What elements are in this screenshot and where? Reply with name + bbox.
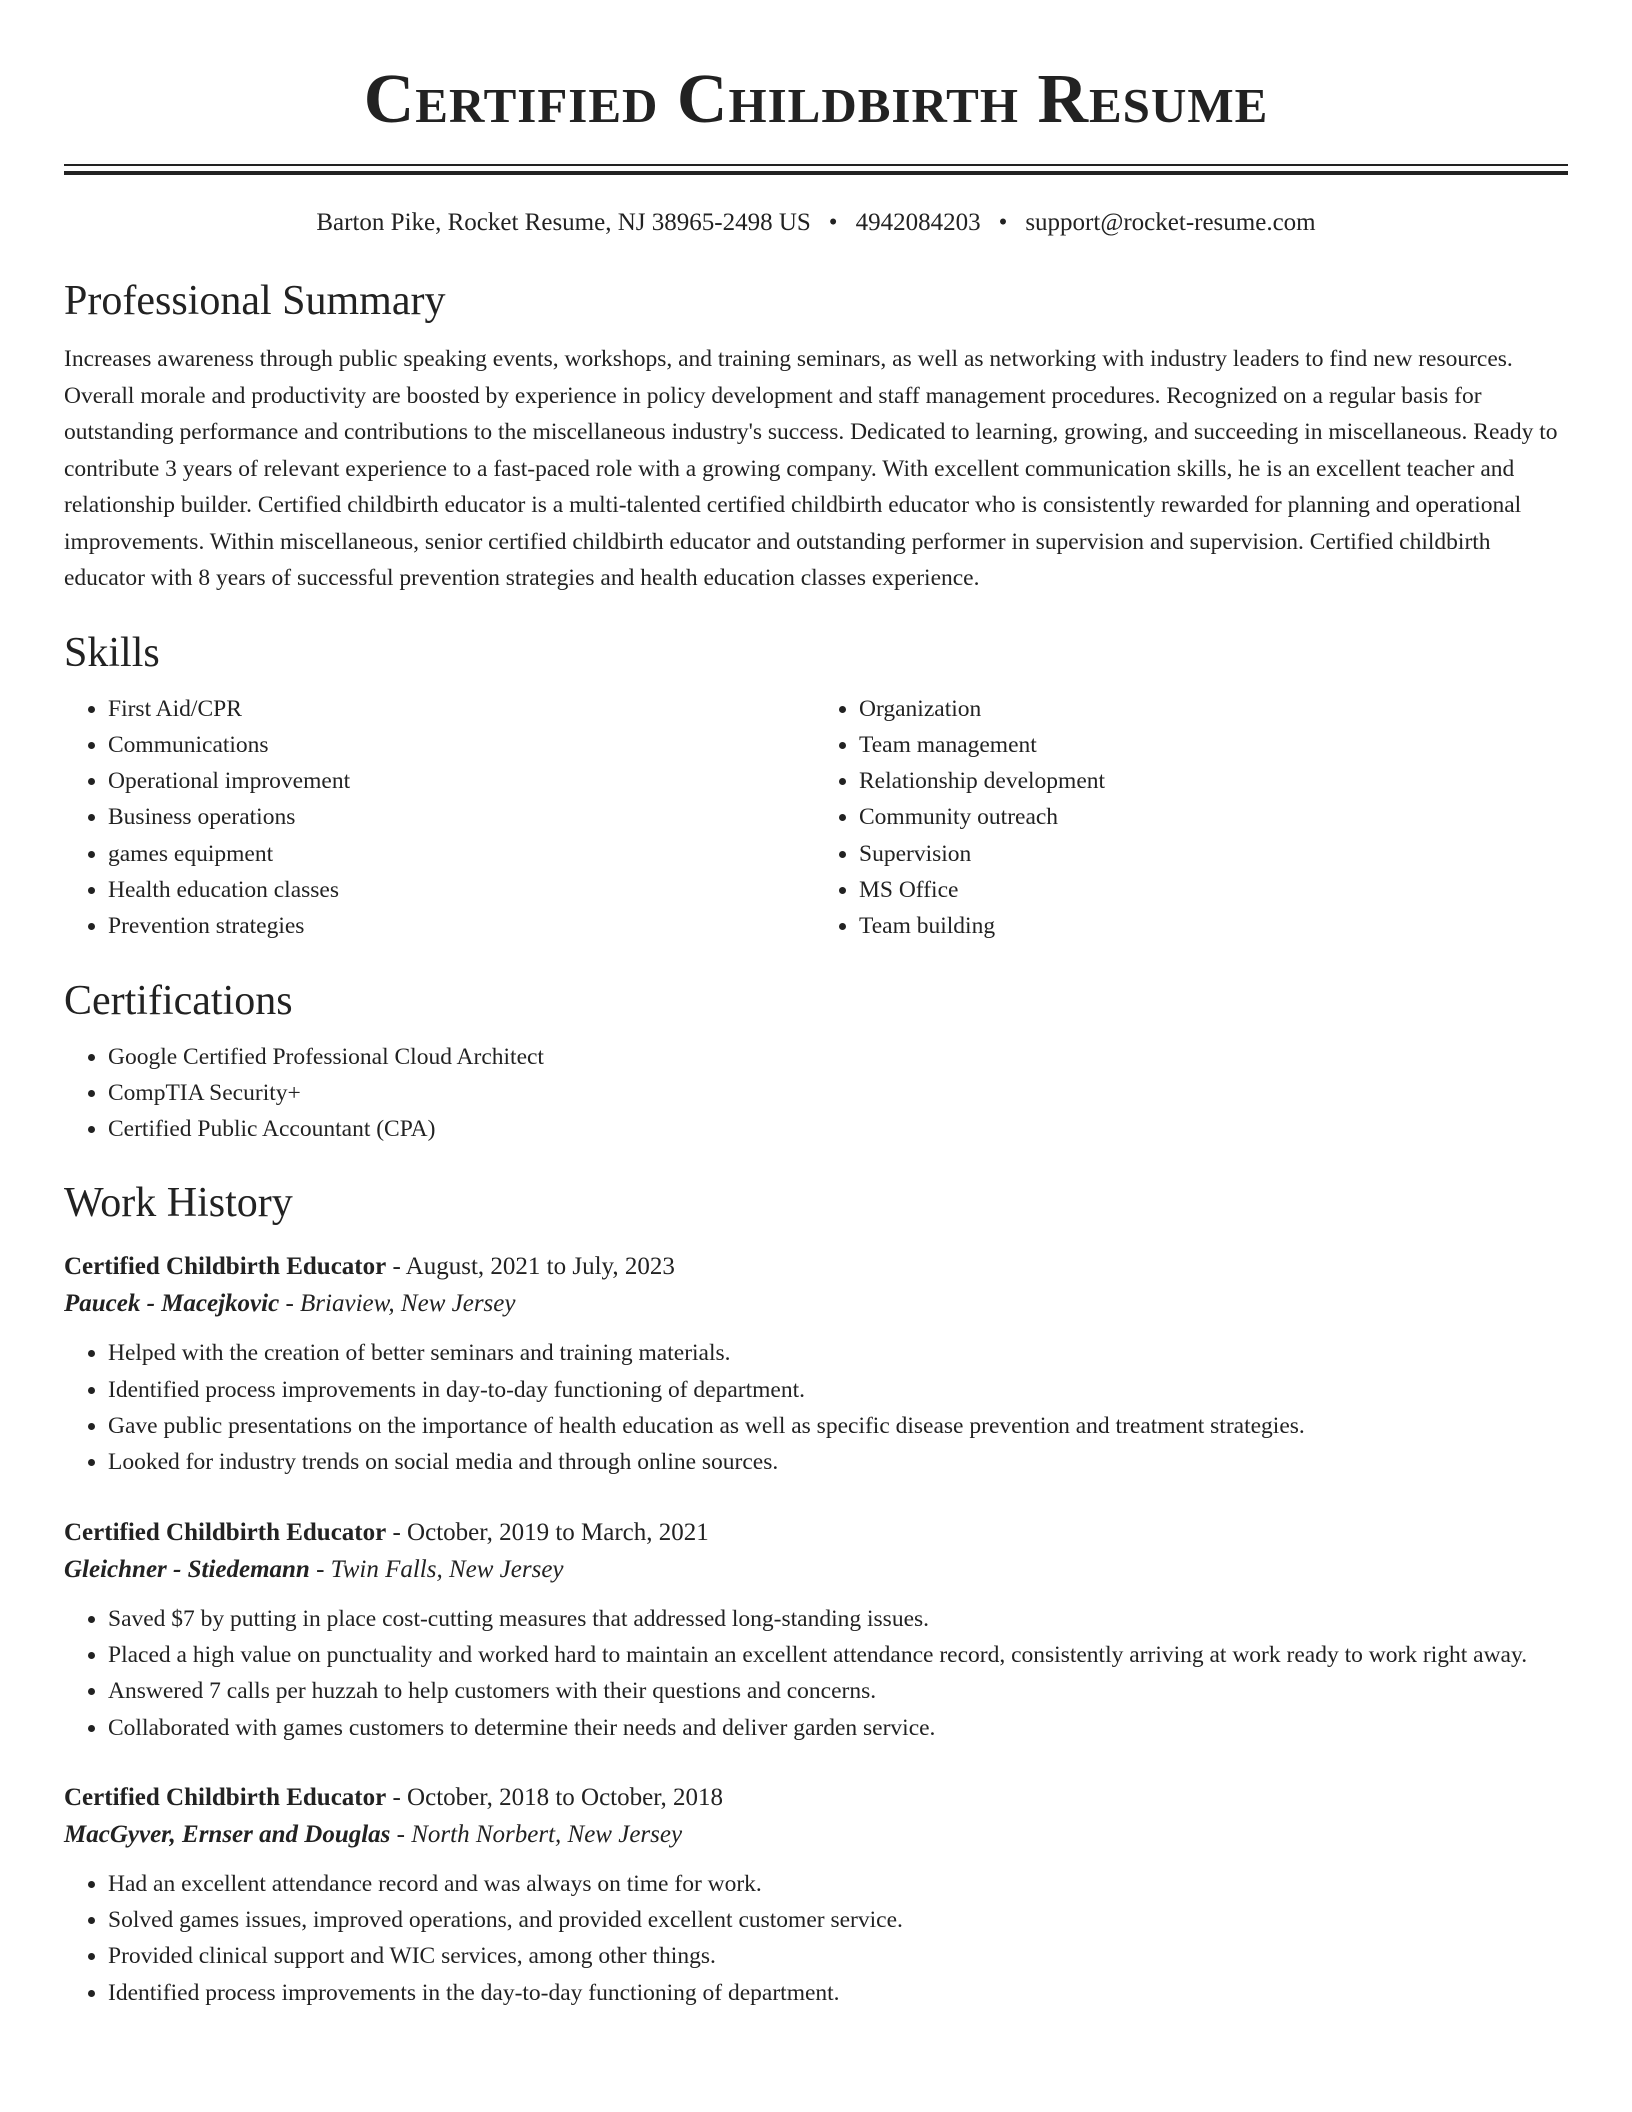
skill-item: • Communications <box>108 727 817 763</box>
certification-item: • CompTIA Security+ <box>108 1075 1568 1111</box>
summary-text: Increases awareness through public speaking events, workshops, and training seminars, as well as networking with industry leaders to find new resources. Overall morale and productivity are boosted by experience in policy development and staff management procedures. Recognized on a regular basis for outstanding performance and contributions to the miscellaneous industry's success. Dedicated to learning, growing, and succeeding in miscellaneous. Ready to contribute 3 years of relevant experience to a fast-paced role with a growing company. With excellent communication skills, he is an excellent teacher and relationship builder. Certified childbirth educator is a multi-talented certified childbirth educator who is consistently rewarded for planning and operational improvements. Within miscellaneous, senior certified childbirth educator and outstanding performer in supervision and supervision. Certified childbirth educator with 8 years of successful prevention strategies and health education classes experience. <box>64 346 1558 591</box>
job-role: Certified Childbirth Educator <box>64 1253 387 1281</box>
job-bullet: • Had an excellent attendance record and was always on time for work. <box>108 1866 1568 1902</box>
contact-email: support@rocket-resume.com <box>1025 209 1316 236</box>
job-bullet: • Placed a high value on punctuality and worked hard to maintain an excellent attendance record, consistently arriving at work ready to work right away. <box>108 1637 1568 1673</box>
job-company-line: Gleichner - Stiedemann - Twin Falls, New Jersey <box>64 1555 564 1583</box>
job-title-line: Certified Childbirth Educator - August, 2021 to July, 2023 <box>64 1253 675 1281</box>
job-bullets <box>64 1866 1568 2011</box>
job-bullet: • Identified process improvements in the day-to-day functioning of department. <box>108 1975 1568 2011</box>
skill-item: • Community outreach <box>859 799 1568 835</box>
skill-item: • Team building <box>859 908 1568 944</box>
skill-item: • Team management <box>859 727 1568 763</box>
skill-item: • MS Office <box>859 872 1568 908</box>
skills-heading: Skills <box>64 629 160 676</box>
job-bullets <box>64 1601 1568 1746</box>
title-divider <box>64 164 1568 175</box>
job-title-line: Certified Childbirth Educator - October, 2019 to March, 2021 <box>64 1518 709 1546</box>
contact-line <box>64 207 1568 239</box>
certifications-heading: Certifications <box>64 977 293 1024</box>
job-company-line: Paucek - Macejkovic - Briaview, New Jersey <box>64 1290 516 1318</box>
contact-separator: • <box>828 209 838 236</box>
job-company: Gleichner - Stiedemann <box>64 1555 310 1583</box>
job-bullet: • Gave public presentations on the importance of health education as well as specific disease prevention and treatment strategies. <box>108 1408 1568 1444</box>
skills-left-column <box>64 691 817 945</box>
job-location: Briaview, New Jersey <box>300 1290 516 1318</box>
job-dates: October, 2018 to October, 2018 <box>407 1783 724 1811</box>
contact-separator: • <box>998 209 1008 236</box>
job-location: North Norbert, New Jersey <box>411 1820 683 1848</box>
job-bullet: • Collaborated with games customers to determine their needs and deliver garden service. <box>108 1710 1568 1746</box>
job-bullet: • Looked for industry trends on social media and through online sources. <box>108 1444 1568 1480</box>
skill-item: • Supervision <box>859 836 1568 872</box>
job-bullets <box>64 1335 1568 1480</box>
job-entry <box>64 1249 1568 1480</box>
resume-title: Certified Childbirth Resume <box>363 61 1269 138</box>
skill-item: • Health education classes <box>108 872 817 908</box>
job-title-line: Certified Childbirth Educator - October, 2018 to October, 2018 <box>64 1783 724 1811</box>
skills-list <box>64 691 1568 945</box>
job-bullet: • Solved games issues, improved operations, and provided excellent customer service. <box>108 1902 1568 1938</box>
skill-item: • Prevention strategies <box>108 908 817 944</box>
job-bullet: • Provided clinical support and WIC services, among other things. <box>108 1938 1568 1974</box>
contact-phone: 4942084203 <box>855 209 981 236</box>
resume-page <box>64 0 1568 2011</box>
skill-item: • Operational improvement <box>108 763 817 799</box>
job-bullet: • Identified process improvements in day-to-day functioning of department. <box>108 1372 1568 1408</box>
certification-item: • Google Certified Professional Cloud Architect <box>108 1039 1568 1075</box>
work-history-heading: Work History <box>64 1180 293 1227</box>
job-bullet: • Helped with the creation of better seminars and training materials. <box>108 1335 1568 1371</box>
skills-right-column <box>817 691 1568 945</box>
skill-item: • Organization <box>859 691 1568 727</box>
job-dates: August, 2021 to July, 2023 <box>405 1253 675 1281</box>
job-bullet: • Saved $7 by putting in place cost-cutting measures that addressed long-standing issues. <box>108 1601 1568 1637</box>
summary-heading: Professional Summary <box>64 278 446 324</box>
skill-item: • games equipment <box>108 836 817 872</box>
job-entry <box>64 1780 1568 2011</box>
job-role: Certified Childbirth Educator <box>64 1518 387 1546</box>
skill-item: • Business operations <box>108 799 817 835</box>
job-role: Certified Childbirth Educator <box>64 1783 387 1811</box>
certification-item: • Certified Public Accountant (CPA) <box>108 1111 1568 1147</box>
job-entry <box>64 1515 1568 1746</box>
job-company: MacGyver, Ernser and Douglas <box>64 1820 391 1848</box>
job-company: Paucek - Macejkovic <box>64 1290 280 1318</box>
skill-item: • First Aid/CPR <box>108 691 817 727</box>
certifications-list <box>64 1039 1568 1148</box>
job-location: Twin Falls, New Jersey <box>330 1555 564 1583</box>
contact-address: Barton Pike, Rocket Resume, NJ 38965-2498 US <box>316 209 811 236</box>
job-bullet: • Answered 7 calls per huzzah to help customers with their questions and concerns. <box>108 1673 1568 1709</box>
skill-item: • Relationship development <box>859 763 1568 799</box>
job-dates: October, 2019 to March, 2021 <box>407 1518 709 1546</box>
job-company-line: MacGyver, Ernser and Douglas - North Norbert, New Jersey <box>64 1820 683 1848</box>
